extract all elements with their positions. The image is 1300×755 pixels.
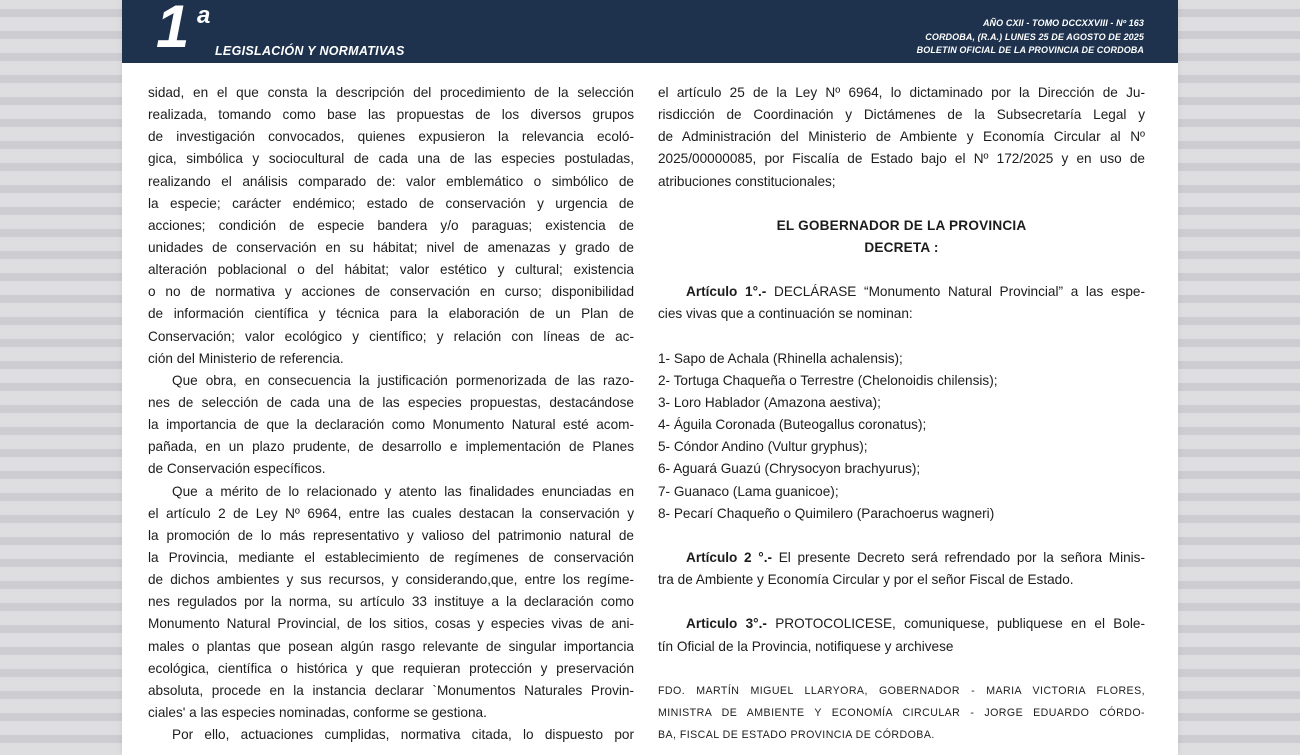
text-line: absoluta, procede en la instancia declarar `Monumentos Naturales Provin- [148,682,634,698]
text-line: de investigación convocados, quienes expusieron la relevancia ecoló- [148,129,634,145]
issue-info [917,17,1144,58]
text-line: sidad, en el que consta la descripción del procedimiento de la selección [148,85,634,100]
text-line: de Conservación específicos. [148,461,326,477]
paragraph-gap [658,326,1145,348]
text-line: males o plantas que posean algún rasgo relevante de singular importancia [148,638,634,654]
article-3-label: Articulo 3°.- [686,616,767,632]
article-2-line [658,547,1145,569]
paragraph-first-line: Que obra, en consecuencia la justificación pormenorizada de las razo- [172,372,634,388]
species-item: 8- Pecarí Chaqueño o Quimilero (Parachoerus wagneri) [658,505,995,521]
paragraph-first-line: Que a mérito de lo relacionado y atento las finalidades enunciadas en [172,483,634,499]
edition-suffix: a [197,2,211,29]
decree-heading: EL GOBERNADOR DE LA PROVINCIA [776,217,1027,233]
text-line: alteración poblacional o del hábitat; valor estético y cultural; existencia [148,262,634,278]
text-line: de dichos ambientes y sus recursos, y considerando,que, entre los regíme- [148,572,634,588]
species-item: 7- Guanaco (Lama guanicoe); [658,483,839,499]
species-item: 3- Loro Hablador (Amazona aestiva); [658,394,881,410]
species-item: 5- Cóndor Andino (Vultur gryphus); [658,439,868,455]
text-line: la Provincia, mediante el establecimiento de regímenes de conservación [148,549,634,565]
text-line: risdicción de Coordinación y Dictámenes de la Subsecretaría Legal y [658,107,1145,123]
section-title: LEGISLACIÓN Y NORMATIVAS [215,44,405,58]
signature-line: MINISTRA DE AMBIENTE Y ECONOMÍA CIRCULAR - JORGE EDUARDO CÓRDO- [658,706,1145,719]
article-3-line [658,613,1145,635]
text-line: la promoción de lo más representativo y valioso del patrimonio natural de [148,527,634,543]
page-header-band [122,0,1178,63]
species-item: 1- Sapo de Achala (Rhinella achalensis); [658,350,903,366]
text-line: el artículo 2 de Ley Nº 6964, entre las cuales destacan la conservación y [148,505,634,521]
paragraph-gap [658,259,1145,281]
publication-name: BOLETIN OFICIAL DE LA PROVINCIA DE CORDOBA [916,45,1144,55]
text-line: de Administración del Ministerio de Ambiente y Economía Circular al Nº [658,129,1145,145]
species-item: 2- Tortuga Chaqueña o Terrestre (Chelonoidis chilensis); [658,372,998,388]
text-line: pañada, en un plazo prudente, de desarrollo e implementación de Planes [148,439,634,455]
text-line: el artículo 25 de la Ley Nº 6964, lo dictaminado por la Dirección de Ju- [658,85,1145,100]
issue-date: CORDOBA, (R.A.) LUNES 25 DE AGOSTO DE 2025 [925,31,1144,42]
text-line: 2025/00000085, por Fiscalía de Estado bajo el Nº 172/2025 y en uso de [658,151,1145,167]
paragraph-gap [658,193,1145,215]
text-line: acciones; condición de especie bandera y/o paraguas; existencia de [148,217,634,233]
text-line: de información científica y técnica para la elaboración de un Plan de [148,306,634,322]
text-line: o no de normativa y acciones de conservación en curso; disponibilidad [148,284,634,300]
text-line: cies vivas que a continuación se nominan: [658,306,913,322]
issue-volume: AÑO CXII - TOMO DCCXXVIII - Nº 163 [982,18,1144,28]
paragraph-gap [658,658,1145,680]
paragraph-gap [658,525,1145,547]
bulletin-page [122,0,1178,755]
article-2-text: El presente Decreto será refrendado por la señora Minis- [778,549,1145,565]
text-line: nes regulados por la norma, su artículo 33 instituye a la declaración como [148,594,634,610]
text-line: realizada, tomando como base las propuestas de los diversos grupos [148,107,634,123]
text-line: Monumento Natural Provincial, de los sitios, cosas y especies vivas de ani- [148,616,634,632]
species-item: 4- Águila Coronada (Buteogallus coronatus); [658,417,927,433]
article-3-text: PROTOCOLICESE, comuniquese, publiquese en el Bole- [775,616,1145,632]
text-line: tín Oficial de la Provincia, notifiquese y archivese [658,638,954,654]
signature-line: FDO. MARTÍN MIGUEL LLARYORA, GOBERNADOR - MARIA VICTORIA FLORES, [658,684,1145,697]
text-line: gica, simbólica y sociocultural de cada una de las especies postuladas, [148,151,634,167]
article-1-line [658,281,1145,303]
text-line: ción del Ministerio de referencia. [148,350,344,366]
text-line: nes de selección de cada una de las especies propuestas, destacándose [148,394,634,410]
text-line: unidades de conservación en su hábitat; nivel de amenazas y grado de [148,239,634,255]
text-line: atribuciones constitucionales; [658,173,836,189]
edition-number: 1 [156,0,190,60]
text-line: ciales' a las especies nominadas, conforme se gestiona. [148,704,487,720]
text-line: la especie; carácter endémico; estado de conservación y urgencia de [148,195,634,211]
signature-line: BA, FISCAL DE ESTADO PROVINCIA DE CÓRDOBA. [658,729,935,742]
text-line: ecológica, científica o histórica y que requieran protección y preservación [148,660,634,676]
text-line: Conservación; valor ecológico y científico; y relación con líneas de ac- [148,328,634,344]
text-line: tra de Ambiente y Economía Circular y por el señor Fiscal de Estado. [658,572,1074,588]
article-1-label: Artículo 1°.- [686,284,767,300]
text-line: la importancia de que la declaración como Monumento Natural esté acom- [148,417,634,433]
paragraph-gap [658,591,1145,613]
right-column [658,82,1145,746]
decree-subheading: DECRETA : [864,239,939,255]
text-line: realizando el análisis comparado de: valor emblemático o simbólico de [148,173,634,189]
article-2-label: Artículo 2 °.- [686,549,773,565]
left-column [148,82,634,746]
species-item: 6- Aguará Guazú (Chrysocyon brachyurus); [658,461,921,477]
paragraph-first-line: Por ello, actuaciones cumplidas, normativa citada, lo dispuesto por [172,727,634,743]
article-1-text: DECLÁRASE “Monumento Natural Provincial” a las espe- [774,284,1145,300]
